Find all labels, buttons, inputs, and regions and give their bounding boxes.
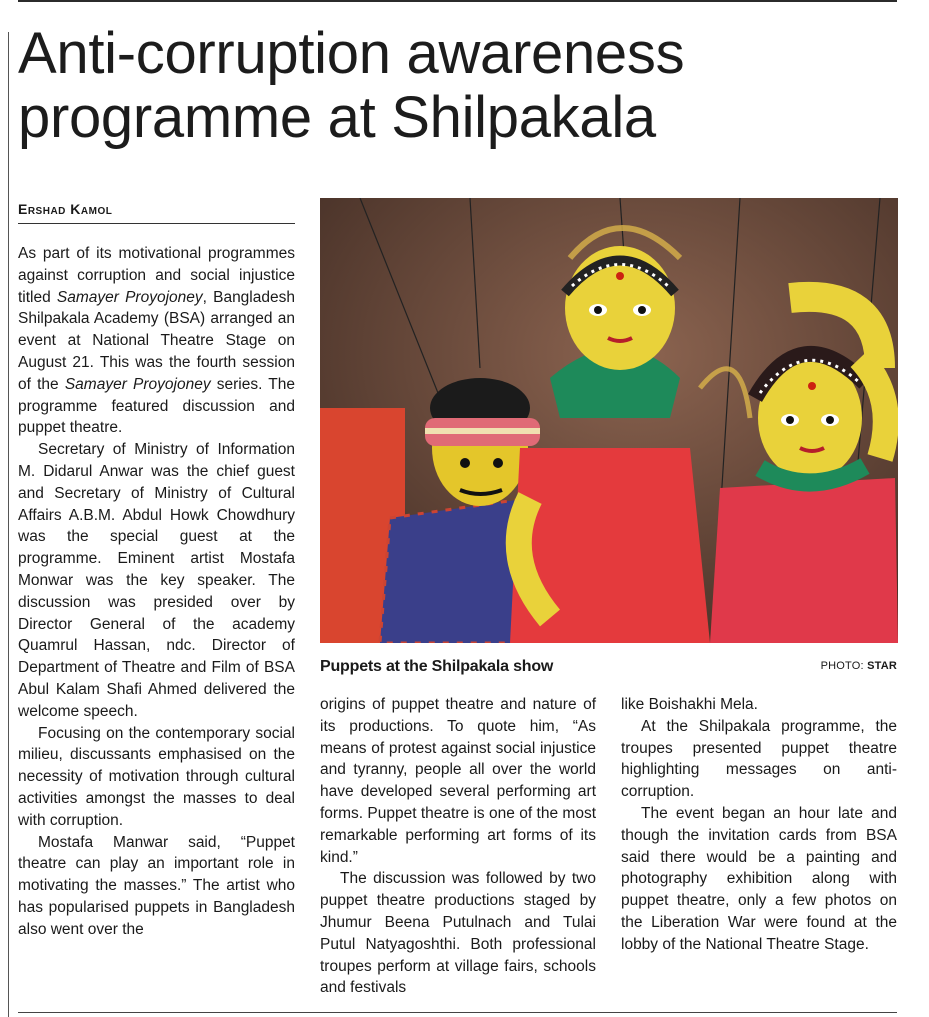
paragraph-2: Secretary of Ministry of Information M. Didarul Anwar was the chief guest and Secretary of Ministry of Cultural Affairs A.B.M. Abdul Howk Chowdhury was the special guest at the programme. Eminent artist Mostafa Monwar was the key speaker. The discussion was presided over by Director General of the academy Quamrul Hassan, ndc. Director of Department of Theatre and Film of BSA Abul Kalam Shafi Ahmed delivered the welcome speech. bbox=[18, 441, 295, 720]
paragraph-6: At the Shilpakala programme, the troupes presented puppet theatre highlighting messages on anti-corruption. bbox=[621, 717, 897, 801]
article-column-1 bbox=[18, 243, 295, 941]
paragraph-5-cont: like Boishakhi Mela. bbox=[621, 696, 758, 713]
paragraph-5-start: The discussion was followed by two puppet theatre productions staged by Jhumur Beena Putulnach and Tulai Putul Natyagoshthi. Both professional troupes perform at village fairs, schools and festivals bbox=[320, 870, 596, 997]
paragraph-7: The event began an hour late and though the invitation cards from BSA said there would be a painting and photography exhibition along with puppet theatre, only a few photos on the Liberation War were found at the lobby of the National Theatre Stage. bbox=[621, 804, 897, 953]
series-title: Samayer Proyojoney bbox=[56, 288, 203, 306]
paragraph-1: As part of its motivational programmes against corruption and social injustice titled Samayer Proyojoney, Bangladesh Shilpakala Academy (BSA) arranged an event at National Theatre Stage on August 21. This was the fourth session of the Samayer Proyojoney series. The programme featured discussion and puppet theatre. bbox=[18, 245, 296, 437]
byline: Ershad Kamol bbox=[18, 201, 295, 224]
photo-caption: Puppets at the Shilpakala show bbox=[320, 658, 554, 675]
article-column-3 bbox=[621, 694, 897, 956]
series-title: Samayer Proyojoney bbox=[64, 375, 211, 393]
paragraph-4-start: Mostafa Manwar said, “Puppet theatre can play an important role in motivating the masses.” The artist who has popularised puppets in Bangladesh also went over the bbox=[18, 833, 295, 938]
left-column-rule bbox=[8, 32, 9, 1017]
article-column-2 bbox=[320, 694, 596, 999]
paragraph-4-cont: origins of puppet theatre and nature of its productions. To quote him, “As means of protest against social injustice and tyranny, people all over the world have developed several performing art forms. Puppet theatre is one of the most remarkable performing art forms of its kind.” bbox=[320, 696, 596, 866]
headline bbox=[18, 22, 898, 150]
paragraph-3: Focusing on the contemporary social milieu, discussants emphasised on the necessity of motivation through cultural activities amongst the masses to deal with corruption. bbox=[18, 724, 295, 829]
headline-line-2: programme at Shilpakala bbox=[18, 85, 656, 150]
bottom-rule bbox=[18, 1012, 897, 1013]
puppets-photo bbox=[320, 198, 898, 643]
top-rule bbox=[18, 0, 897, 2]
headline-line-1: Anti-corruption awareness bbox=[18, 21, 685, 86]
photo-credit: PHOTO: STAR bbox=[820, 660, 897, 672]
